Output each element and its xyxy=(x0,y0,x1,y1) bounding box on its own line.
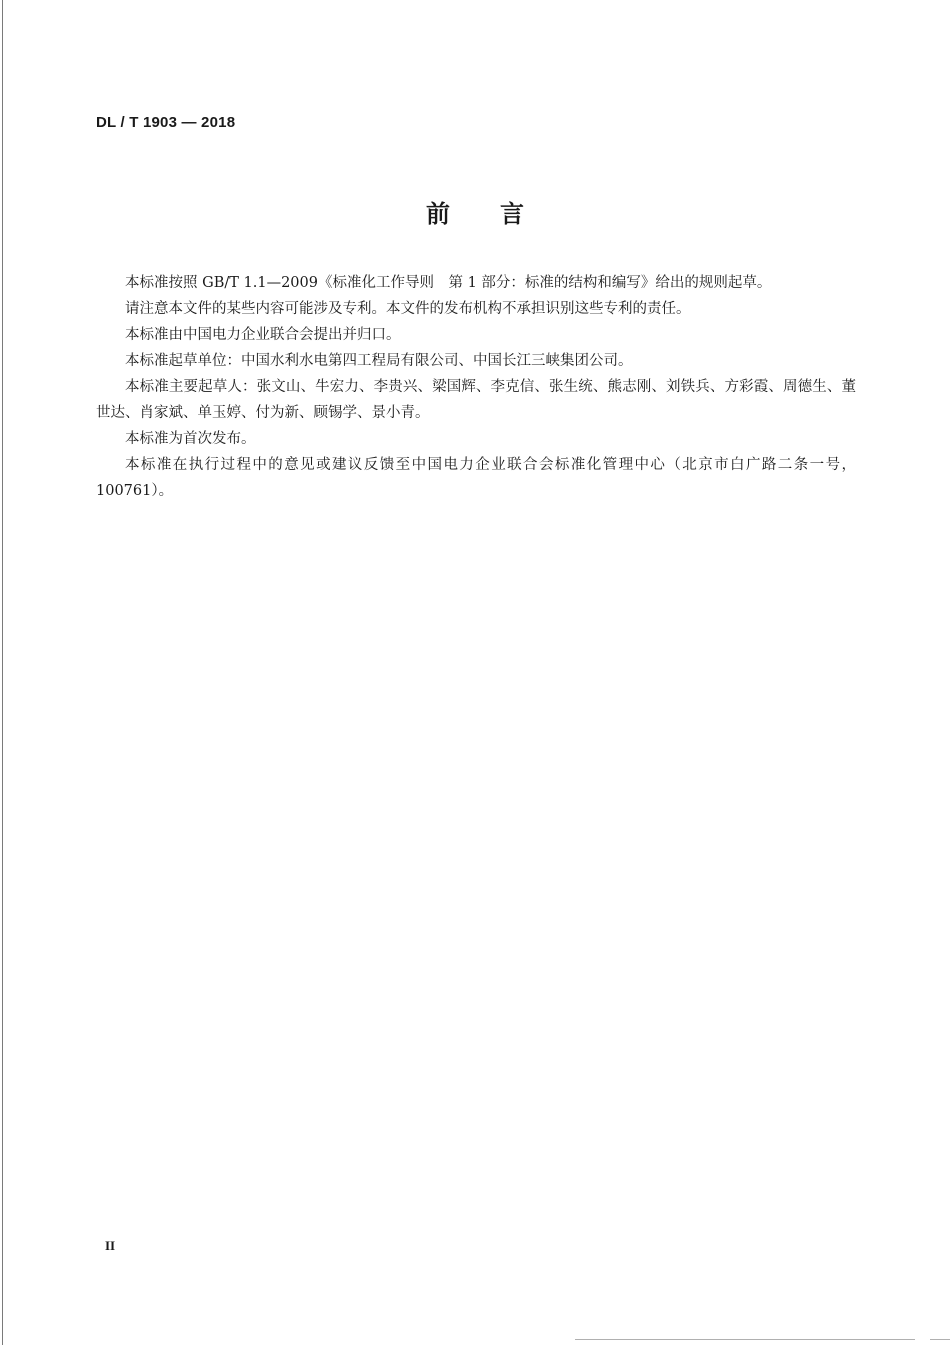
paragraph-drafting-rules: 本标准按照 GB/T 1.1—2009《标准化工作导则 第 1 部分：标准的结构和编写》给出的规则起草。 xyxy=(125,275,772,291)
page-number: II xyxy=(105,1238,116,1253)
paragraph-feedback: 本标准在执行过程中的意见或建议反馈至中国电力企业联合会标准化管理中心（北京市白广路二条一号，100761）。 xyxy=(96,457,856,499)
standard-code: DL / T 1903 — 2018 xyxy=(96,114,236,131)
foreword-body xyxy=(96,270,856,504)
paragraph-drafting-units: 本标准起草单位：中国水利水电第四工程局有限公司、中国长江三峡集团公司。 xyxy=(125,353,633,369)
scan-bottom-line-fragment xyxy=(930,1339,950,1340)
page-title: 前言 xyxy=(426,200,574,228)
paragraph-patent-notice: 请注意本文件的某些内容可能涉及专利。本文件的发布机构不承担识别这些专利的责任。 xyxy=(125,301,691,317)
scan-bottom-line xyxy=(575,1339,915,1340)
paragraph-proposer: 本标准由中国电力企业联合会提出并归口。 xyxy=(125,327,401,343)
paragraph-first-release: 本标准为首次发布。 xyxy=(125,431,256,447)
paragraph-drafters: 本标准主要起草人：张文山、牛宏力、李贵兴、梁国辉、李克信、张生统、熊志刚、刘铁兵、方彩霞、周德生、董世达、肖家斌、单玉婷、付为新、顾锡学、景小青。 xyxy=(96,379,856,421)
